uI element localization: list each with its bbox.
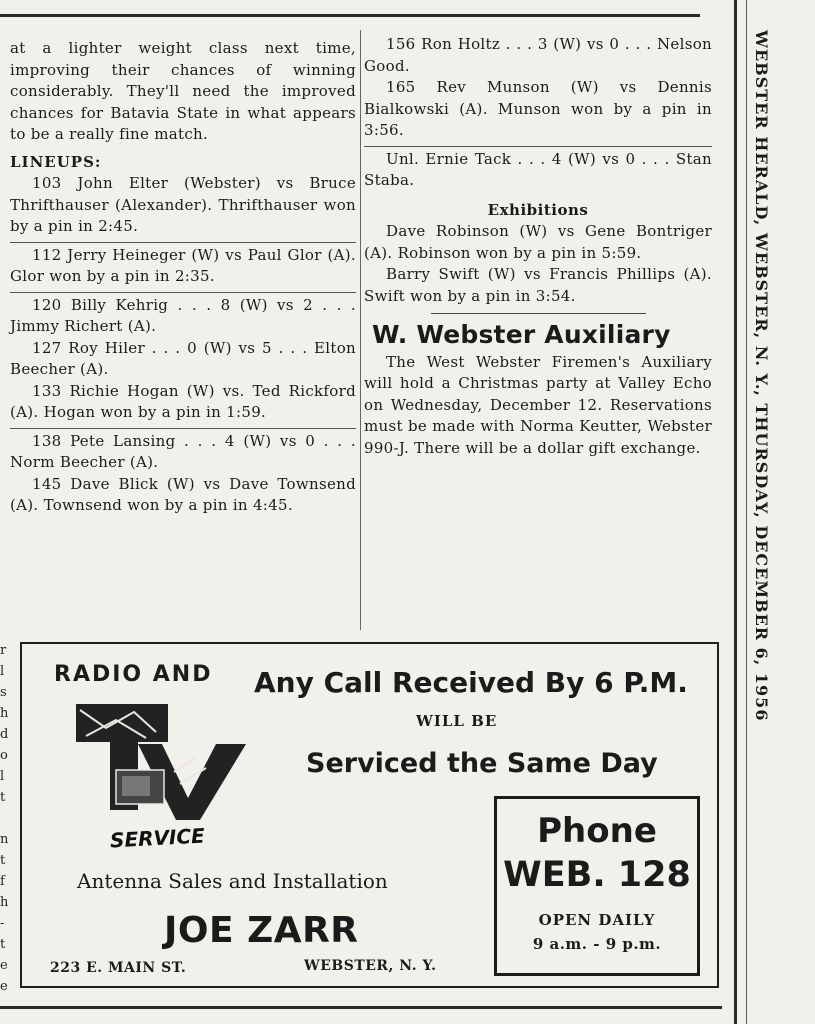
phone-number: WEB. 128 [503, 855, 691, 895]
right-column [364, 34, 712, 459]
fragment: l [0, 664, 5, 679]
bout-unl: Unl. Ernie Tack . . . 4 (W) vs 0 . . . Stan Staba. [364, 149, 712, 189]
fragment: - [0, 916, 5, 931]
bout-145: 145 Dave Blick (W) vs Dave Townsend (A). Townsend won by a pin in 4:45. [10, 474, 356, 514]
divider [10, 428, 356, 429]
bout-156: 156 Ron Holtz . . . 3 (W) vs 0 . . . Nelson Good. [364, 35, 712, 75]
fragment: r [0, 643, 7, 658]
auxiliary-heading: W. Webster Auxiliary [372, 320, 671, 349]
column-divider [360, 30, 361, 630]
hours: 9 a.m. - 9 p.m. [532, 935, 662, 953]
fragment: n [0, 832, 9, 847]
bout-165: 165 Rev Munson (W) vs Dennis Bialkowski (A). Munson won by a pin in 3:56. [364, 78, 712, 139]
fragment: l [0, 769, 5, 784]
fragment: e [0, 958, 8, 973]
exhibitions-heading: Exhibitions [487, 200, 589, 219]
advertisement [20, 642, 719, 988]
divider [10, 292, 356, 293]
ad-will-be: WILL BE [416, 712, 498, 730]
lineups-heading: LINEUPS: [10, 152, 102, 171]
tv-logo-icon [76, 698, 256, 828]
bout-133: 133 Richie Hogan (W) vs. Ted Rickford (A). Hogan won by a pin in 1:59. [10, 381, 356, 421]
top-rule [0, 14, 700, 17]
phone-label: Phone [537, 811, 657, 851]
left-column [10, 38, 356, 517]
ad-address: 223 E. MAIN ST. [50, 960, 187, 976]
fragment: t [0, 937, 6, 952]
bout-138: 138 Pete Lansing . . . 4 (W) vs 0 . . . Norm Beecher (A). [10, 431, 356, 471]
intro-paragraph: at a lighter weight class next time, improving their chances of winning considerably. They'll need the improved chances for Batavia State in what appears to be a really fine match. [10, 39, 356, 143]
page-edge-rule-2 [746, 0, 747, 1024]
bout-103: 103 John Elter (Webster) vs Bruce Thrifthauser (Alexander). Thrifthauser won by a pin in 2:45. [10, 174, 356, 235]
logo-letters: TV [76, 698, 78, 699]
fragment: t [0, 853, 6, 868]
bottom-rule [0, 1006, 722, 1009]
open-daily: OPEN DAILY [538, 911, 656, 929]
tv-service-logo [54, 658, 254, 853]
ad-antenna-text: Antenna Sales and Installation [77, 869, 388, 893]
vertical-masthead [752, 30, 810, 910]
fragment: t [0, 790, 6, 805]
masthead-text: WEBSTER HERALD, WEBSTER, N. Y., THURSDAY, DECEMBER 6, 1956 [752, 30, 771, 722]
auxiliary-body: The West Webster Firemen's Auxiliary will hold a Christmas party at Valley Echo on Wednesday, December 12. Reservations must be made with Norma Keutter, Webster 990-J. There will be a dollar gift exchange. [364, 352, 712, 457]
fragment [0, 808, 10, 829]
fragment: o [0, 748, 8, 763]
phone-box [494, 796, 700, 976]
bout-120: 120 Billy Kehrig . . . 8 (W) vs 2 . . . Jimmy Richert (A). [10, 295, 356, 335]
section-divider [431, 313, 646, 314]
fragment: d [0, 727, 9, 742]
fragment: h [0, 706, 9, 721]
ad-headline: Any Call Received By 6 P.M. [254, 666, 688, 699]
fragment: h [0, 895, 9, 910]
divider [364, 146, 712, 147]
logo-top-text: RADIO AND [54, 662, 213, 687]
divider [10, 242, 356, 243]
page-edge-rule [734, 0, 737, 1024]
fragment: s [0, 685, 7, 700]
bout-127: 127 Roy Hiler . . . 0 (W) vs 5 . . . Elton Beecher (A). [10, 338, 356, 378]
exhibition-2: Barry Swift (W) vs Francis Phillips (A). Swift won by a pin in 3:54. [364, 265, 712, 305]
fragment: f [0, 874, 5, 889]
ad-serviced: Serviced the Same Day [306, 748, 658, 779]
exhibition-1: Dave Robinson (W) vs Gene Bontriger (A). Robinson won by a pin in 5:59. [364, 222, 712, 262]
logo-service-text: SERVICE [109, 823, 206, 853]
fragment: e [0, 979, 8, 994]
left-margin-fragments [0, 640, 10, 997]
ad-city: WEBSTER, N. Y. [304, 958, 437, 974]
bout-112: 112 Jerry Heineger (W) vs Paul Glor (A). Glor won by a pin in 2:35. [10, 245, 356, 285]
ad-business-name: JOE ZARR [164, 910, 359, 951]
